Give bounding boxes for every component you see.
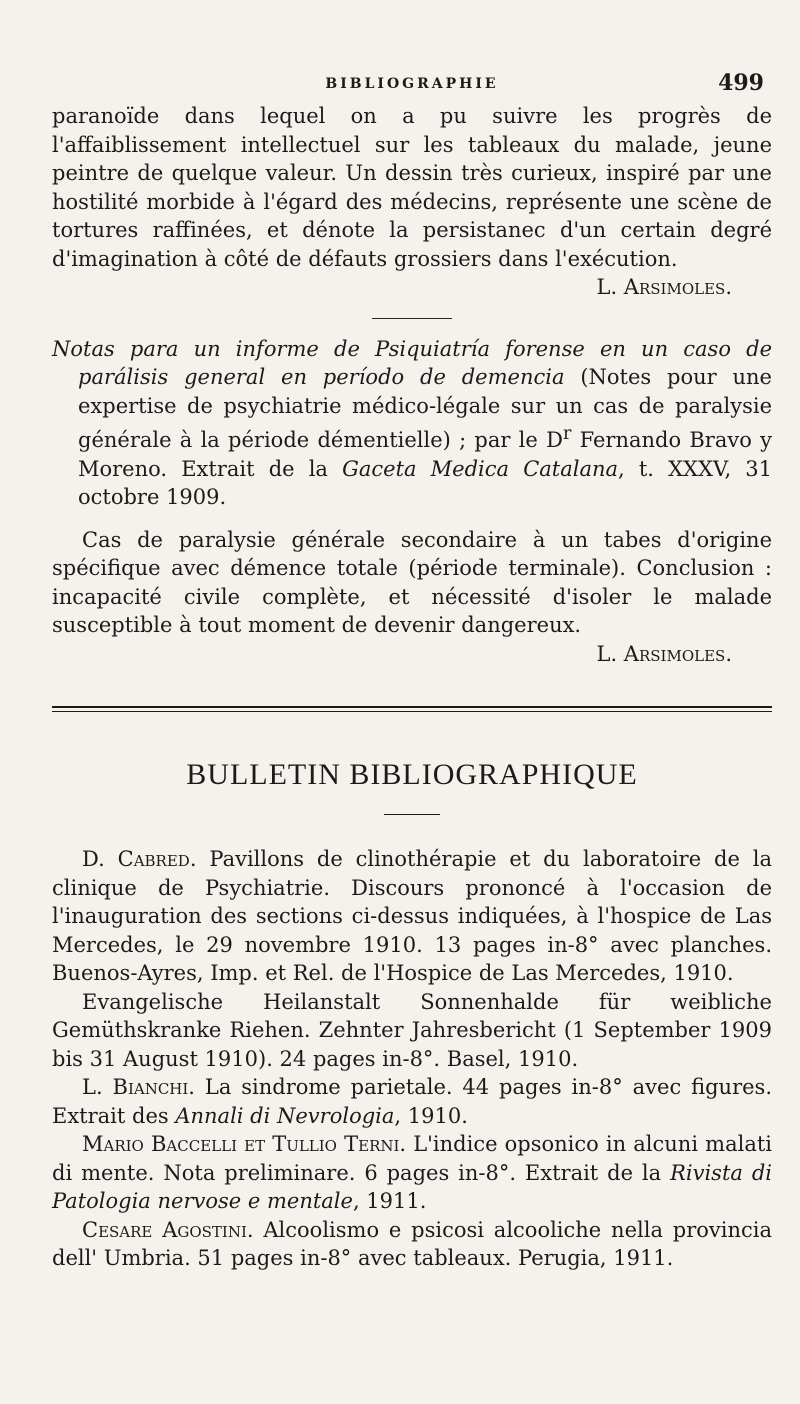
entry-4-author: Mario Baccelli et Tullio Terni. [82, 1132, 407, 1156]
entry-5-author: Cesare Agostini. [82, 1217, 254, 1242]
bulletin-entry-1 [52, 845, 772, 988]
bulletin-entry-4 [52, 1130, 772, 1216]
short-divider [372, 318, 452, 319]
entry-3-journal: Annali di Nevrologia [175, 1103, 395, 1128]
running-head [52, 70, 772, 102]
bulletin-entry-3 [52, 1073, 772, 1130]
entry-3-text: La sindrome parietale. 44 pages in-8° avec figures. Extrait des [52, 1075, 772, 1128]
entry-4-text: L'indice opsonico in alcuni malati di mente. Nota preliminare. 6 pages in-8°. Extrait de la [52, 1132, 772, 1185]
entry-3-author: L. Bianchi. [82, 1075, 195, 1099]
entry-1-text: Pavillons de clinothérapie et du laboratoire de la clinique de Psychiatrie. Discours prononcé à l'occasion de l'inauguration des sections ci-dessus indiquées, à l'hospice de Las Mercedes, le 29 novembre 1910. 13 pages in-8° avec planches. Buenos-Ayres, Imp. et Rel. de l'Hospice de Las Mercedes, 1910. [52, 847, 772, 985]
review-2-title-rest-1: (Notes pour une expertise de psychiatrie médico-légale sur un cas de paralysie générale à la période démentielle) ; par le D [78, 365, 772, 452]
entry-2-text: Evangelische Heilanstalt Sonnenhalde für weibliche Gemüthskranke Riehen. Zehnter Jahresbericht (1 September 1909 bis 31 August 1910). 24 pages in-8°. Basel, 1910. [52, 989, 772, 1071]
bulletin-title: BULLETIN BIBLIOGRAPHIQUE [186, 758, 638, 791]
review-2-title-italic: Notas para un informe de Psiquiatría forense en un caso de parálisis general en período de demencia [52, 336, 772, 389]
review-2-text: Cas de paralysie générale secondaire à un tabes d'origine spécifique avec démence totale (période terminale). Conclusion : incapacité civile complète, et nécessité d'isoler le malade susceptible à tout moment de devenir dangereux. [52, 527, 772, 637]
review-2-title-sup: r [562, 424, 572, 444]
review-2-title-rest-2: Fernando Bravo y Moreno. Extrait de la [78, 428, 772, 481]
review-2-citation [52, 335, 772, 512]
entry-4-journal: Rivista di Patologia nervose e mentale [52, 1160, 772, 1213]
review-1-signature: L. Arsimoles. [596, 275, 732, 299]
section-divider [52, 706, 772, 712]
entry-4-text-after: , 1911. [352, 1189, 427, 1213]
entry-5-text: Alcoolismo e psicosi alcooliche nella provincia dell' Umbria. 51 pages in-8° avec tableaux. Perugia, 1911. [52, 1217, 773, 1270]
entry-1-author: D. Cabred. [82, 847, 197, 871]
title-underline [384, 814, 440, 815]
review-2-journal: Gaceta Medica Catalana [342, 456, 619, 481]
bulletin-entry-5 [52, 1216, 772, 1273]
running-title: BIBLIOGRAPHIE [325, 76, 499, 92]
review-2-title-rest-3: , t. XXXV, 31 octobre 1909. [78, 456, 772, 509]
review-2-signature: L. Arsimoles. [596, 641, 732, 666]
entry-3-text-after: , 1910. [394, 1103, 468, 1128]
page-number: 499 [718, 70, 764, 96]
review-1-text: paranoïde dans lequel on a pu suivre les progrès de l'affaiblissement intellectuel sur les tableaux du malade, jeune peintre de quelque valeur. Un dessin très curieux, inspiré par une hostilité morbide à l'égard des médecins, représente une scène de tortures raffinées, et dénote la persistanec d'un certain degré d'imagination à côté de défauts grossiers dans l'exécution. [52, 104, 772, 271]
bulletin-entry-2 [52, 988, 772, 1074]
